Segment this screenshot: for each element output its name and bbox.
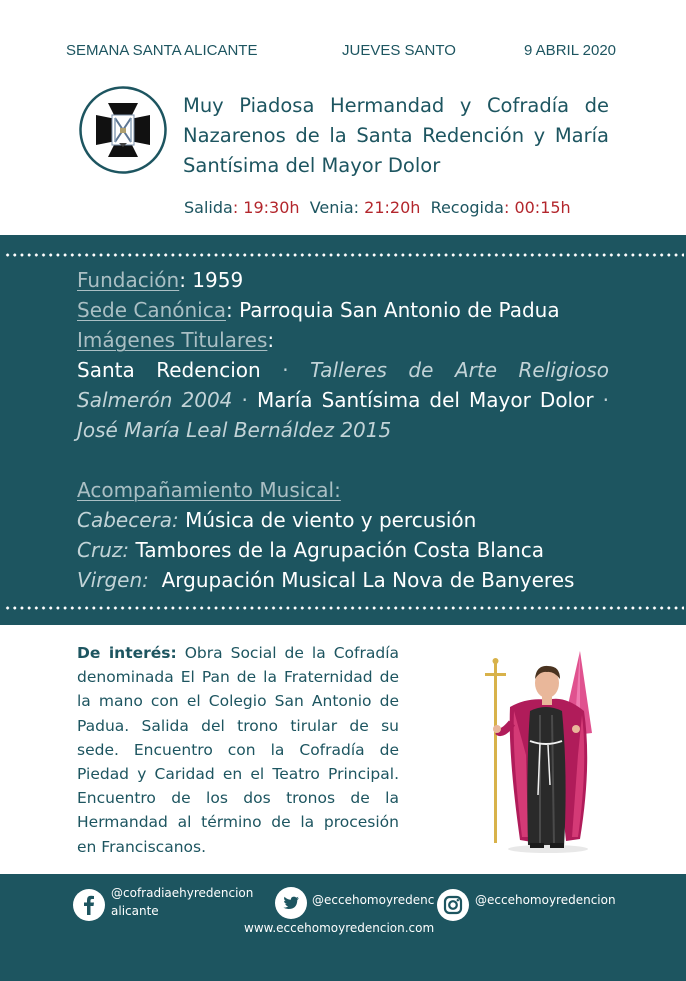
virgen-label: Virgen: xyxy=(77,568,149,592)
nazareno-illustration xyxy=(468,645,618,860)
recogida-label: Recogida xyxy=(430,198,504,217)
imagenes-label: Imágenes Titulares xyxy=(77,328,268,352)
cross-emblem-icon xyxy=(79,86,167,174)
recogida-time: 00:15h xyxy=(514,198,571,217)
info-content xyxy=(77,265,609,595)
facebook-icon[interactable] xyxy=(73,889,105,921)
cabecera-row xyxy=(77,505,609,535)
imagenes-row: Imágenes Titulares: xyxy=(77,328,275,352)
dotted-divider-top xyxy=(4,253,684,257)
salida-time: 19:30h xyxy=(243,198,300,217)
event-day: JUEVES SANTO xyxy=(342,42,456,59)
twitter-icon[interactable] xyxy=(275,887,307,919)
venia-label: Venia: xyxy=(309,198,360,217)
cabecera-label: Cabecera: xyxy=(77,508,179,532)
imagenes-list: Santa Redencion · Talleres de Arte Religioso Salmerón 2004 · María Santísima del Mayor Dolor · José María Leal Bernáldez 2015 xyxy=(77,358,610,442)
salida-label: Salida xyxy=(184,198,233,217)
image2-author: José María Leal Bernáldez 2015 xyxy=(77,418,392,442)
image2-name: María Santísima del Mayor Dolor xyxy=(256,388,594,412)
procession-times: Salida: 19:30h Venia: 21:20h Recogida: 00:15h xyxy=(184,198,571,217)
sede-row: Sede Canónica: Parroquia San Antonio de Padua xyxy=(77,298,560,322)
twitter-handle[interactable]: @eccehomoyredenc xyxy=(312,893,435,907)
header-bar xyxy=(0,42,686,62)
musical-row xyxy=(77,475,609,505)
venia-time: 21:20h xyxy=(364,198,421,217)
sede-label: Sede Canónica xyxy=(77,298,226,322)
event-name: SEMANA SANTA ALICANTE xyxy=(66,42,258,59)
cruz-value: Tambores de la Agrupación Costa Blanca xyxy=(135,538,545,562)
cruz-label: Cruz xyxy=(77,538,123,562)
fundacion-label: Fundación xyxy=(77,268,180,292)
sede-value: Parroquia San Antonio de Padua xyxy=(239,298,560,322)
interes-body: Obra Social de la Cofradía denominada El Pan de la Fraternidad de la mano con el Colegio San Antonio de Padua. Salida del trono tirular de su sede. Encuentro con la Cofradía de Piedad y Caridad en el Teatro Principal. Encuentro de los dos tronos de la Hermandad al término de la procesión en Franciscanos. xyxy=(77,644,399,856)
cabecera-value: Música de viento y percusión xyxy=(185,508,477,532)
dotted-divider-bottom xyxy=(4,606,684,610)
virgen-row xyxy=(77,565,609,595)
image1-author: Talleres de Arte Religioso Salmerón 2004 xyxy=(77,358,609,412)
interes-label: De interés: xyxy=(77,644,177,662)
interes-text xyxy=(77,641,399,859)
brotherhood-name: Muy Piadosa Hermandad y Cofradía de Nazarenos de la Santa Redención y María Santísima del Mayor Dolor xyxy=(183,94,609,177)
facebook-handle-line2[interactable]: alicante xyxy=(111,904,159,918)
info-panel xyxy=(0,235,686,625)
musical-label: Acompañamiento Musical: xyxy=(77,478,341,502)
facebook-handle[interactable]: @cofradiaehyredencion xyxy=(111,886,254,900)
event-date: 9 ABRIL 2020 xyxy=(524,42,617,59)
instagram-icon[interactable] xyxy=(437,889,469,921)
virgen-value: Argupación Musical La Nova de Banyeres xyxy=(161,568,575,592)
cruz-row: Cruz: Tambores de la Agrupación Costa Blanca xyxy=(77,538,545,562)
fundacion-row: Fundación: 1959 xyxy=(77,268,244,292)
fundacion-value: 1959 xyxy=(192,268,244,292)
instagram-handle[interactable]: @eccehomoyredencion xyxy=(475,893,616,907)
website-link[interactable]: www.eccehomoyredencion.com xyxy=(244,921,435,935)
footer-bar xyxy=(0,874,686,981)
image1-name: Santa Redencion xyxy=(77,358,261,382)
